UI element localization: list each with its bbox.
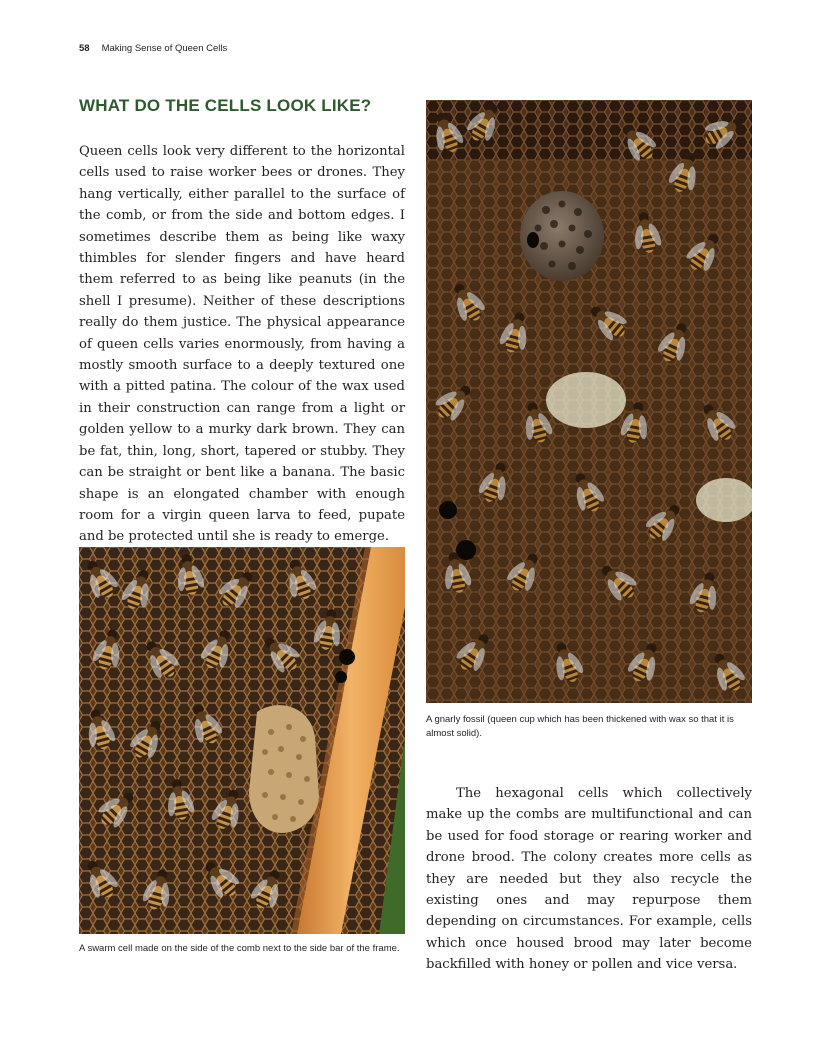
- section-heading: WHAT DO THE CELLS LOOK LIKE?: [79, 96, 372, 115]
- swarm-cell-illustration: [79, 547, 405, 934]
- swarm-cell-photo: [79, 547, 405, 934]
- gnarly-fossil-caption: A gnarly fossil (queen cup which has been thickened with wax so that it is almost solid).: [426, 714, 734, 739]
- gnarly-fossil-illustration: [426, 100, 752, 703]
- page-number: 58: [79, 43, 90, 54]
- intro-paragraph: Queen cells look very different to the horizontal cells used to raise worker bees or drones. They hang vertically, either parallel to the surface of the comb, or from the side and bottom edges. I sometimes describe them as being like waxy thimbles for slender fingers and have heard them referred to as being like peanuts (in the shell I presume). Neither of these descriptions really do them justice. The physical appearance of queen cells varies enormously, from having a mostly smooth surface to a deeply textured one with a pitted patina. The colour of the wax used in their construction can range from a light or golden yellow to a murky dark brown. They can be fat, thin, long, short, tapered or stubby. They can be straight or bent like a banana. The basic shape is an elongated chamber with enough room for a virgin queen larva to feed, pupate and be protected until she is ready to emerge.: [79, 144, 405, 545]
- running-head-title: Making Sense of Queen Cells: [101, 43, 228, 54]
- running-head: [79, 43, 227, 54]
- swarm-cell-caption: A swarm cell made on the side of the comb next to the side bar of the frame.: [79, 943, 400, 954]
- gnarly-fossil-photo: [426, 100, 752, 703]
- hexagonal-cells-paragraph: The hexagonal cells which collectively make up the combs are multifunctional and can be used for food storage or rearing worker and drone brood. The colony creates more cells as they are needed but they also recycle the existing ones and may repurpose them depending on circumstances. For example, cells which once housed brood may later become backfilled with honey or pollen and vice versa.: [426, 786, 752, 973]
